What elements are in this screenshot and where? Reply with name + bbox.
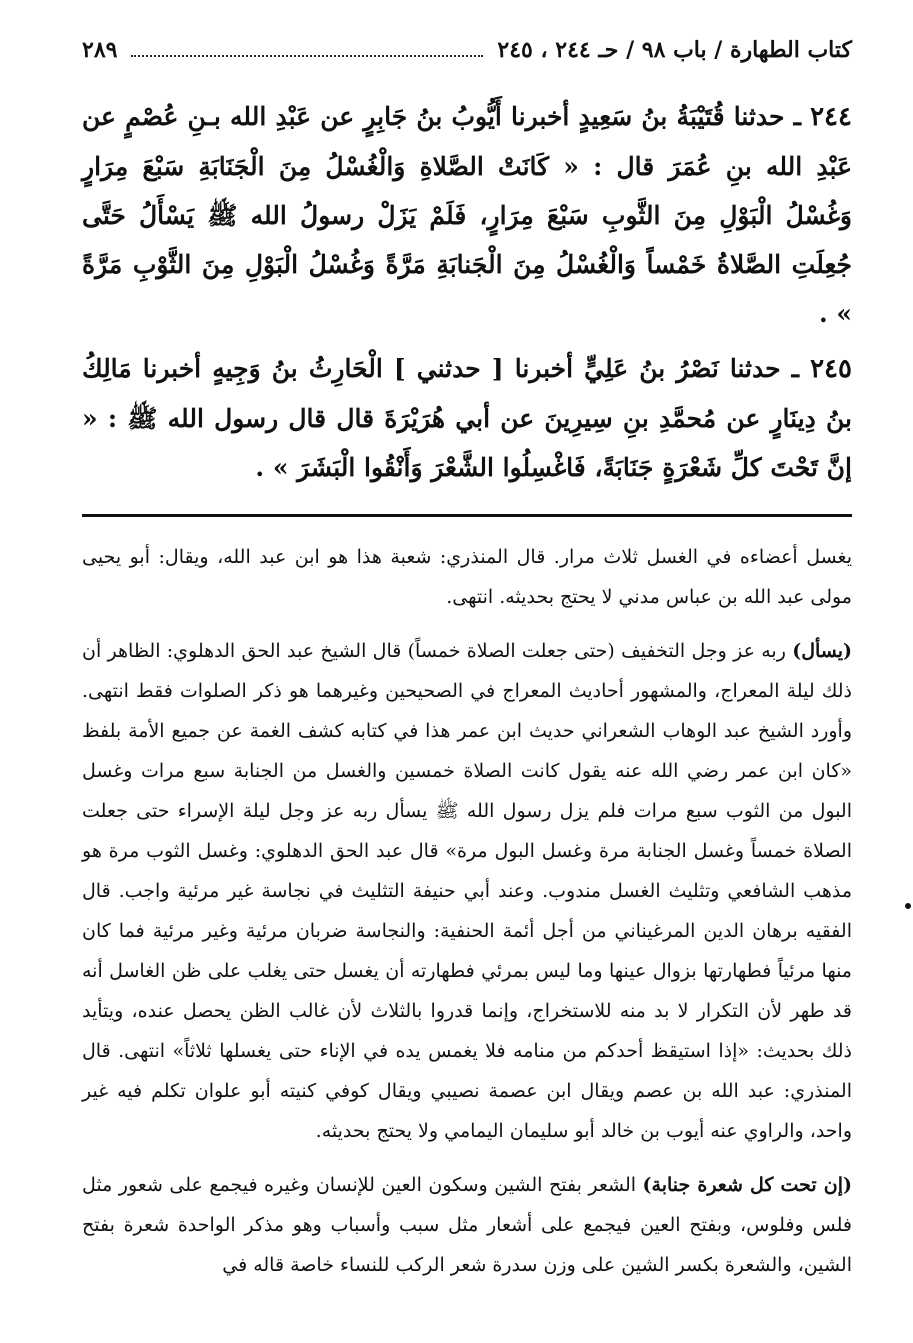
commentary-paragraph [82, 537, 852, 617]
hadith-number: ٢٤٥ [810, 354, 852, 384]
hadith-text: حدثنا قُتَيْبَةُ بنُ سَعِيدٍ أخبرنا أَيُّوبُ بنُ جَابِرٍ عن عَبْدِ الله بـنِ عُصْمٍ عن عَبْدِ الله بنِ عُمَرَ قال : « كَانَتْ الصَّلاةِ وَالْغُسْلُ مِنَ الْجَنَابَةِ سَبْعَ مِرَارٍ وَغُسْلُ الْبَوْلِ مِنَ الثَّوبِ سَبْعَ مِرَارٍ، فَلَمْ يَزَلْ رسولُ الله ﷺ يَسْأَلُ حَتَّى جُعِلَتِ الصَّلاةُ خَمْساً وَالْغُسْلُ مِنَ الْجَنابَةِ مَرَّةً وَغُسْلُ الْبَوْلِ مِنَ الثَّوْبِ مَرَّةً » . [82, 102, 852, 328]
footnote-separator [82, 514, 852, 517]
running-header [82, 30, 852, 70]
hadith-text-block [82, 92, 852, 492]
hadith-245: ٢٤٥ ـ حدثنا نَصْرُ بنُ عَلِيٍّ أخبرنا [ حدثني ] الْحَارِثُ بنُ وَجِيهٍ أخبرنا مَالِكُ بنُ دِينَارٍ عن مُحمَّدِ بنِ سِيرِينَ عن أبي هُرَيْرَةَ قال قال رسول الله ﷺ : « إنَّ تَحْتَ كلِّ شَعْرَةٍ جَنَابَةً، فَاغْسِلُوا الشَّعْرَ وَأَنْقُوا الْبَشَرَ » . [82, 354, 852, 482]
page-number: ٢٨٩ [82, 37, 118, 63]
commentary-paragraph [82, 631, 852, 1151]
commentary-lemma: (يسأل) [792, 640, 853, 662]
header-dot-leader [131, 55, 483, 57]
hadith-number: ٢٤٤ [810, 102, 852, 132]
commentary-paragraph [82, 1165, 852, 1285]
separator-line [82, 514, 852, 517]
hadith-244: ٢٤٤ ـ حدثنا قُتَيْبَةُ بنُ سَعِيدٍ أخبرنا أَيُّوبُ بنُ جَابِرٍ عن عَبْدِ الله بـنِ عُصْمٍ عن عَبْدِ الله بنِ عُمَرَ قال : « كَانَتْ الصَّلاةِ وَالْغُسْلُ مِنَ الْجَنَابَةِ سَبْعَ مِرَارٍ وَغُسْلُ الْبَوْلِ مِنَ الثَّوبِ سَبْعَ مِرَارٍ، فَلَمْ يَزَلْ رسولُ الله ﷺ يَسْأَلُ حَتَّى جُعِلَتِ الصَّلاةُ خَمْساً وَالْغُسْلُ مِنَ الْجَنابَةِ مَرَّةً وَغُسْلُ الْبَوْلِ مِنَ الثَّوْبِ مَرَّةً » . [82, 102, 852, 328]
commentary-text: يغسل أعضاءه في الغسل ثلاث مرار. قال المنذري: شعبة هذا هو ابن عبد الله، ويقال: أبو يحيى مولى عبد الله بن عباس مدني لا يحتج بحديثه. انتهى. [82, 546, 852, 608]
commentary-lemma: (إن تحت كل شعرة جنابة) [642, 1174, 852, 1196]
commentary-text: ربه عز وجل التخفيف (حتى جعلت الصلاة خمساً) قال الشيخ عبد الحق الدهلوي: الظاهر أن ذلك ليلة المعراج، والمشهور أحاديث المعراج في الصحيحين وغيرهما هو ذكر الصلوات فقط انتهى. وأورد الشيخ عبد الوهاب الشعراني حديث ابن عمر هذا في كتابه كشف الغمة عن جميع الأمة بلفظ «كان ابن عمر رضي الله عنه يقول كانت الصلاة خمسين والغسل من الجنابة سبع مرات وغسل البول من الثوب سبع مرات فلم يزل رسول الله ﷺ يسأل ربه عز وجل ليلة الإسراء حتى جعلت الصلاة خمساً وغسل الجنابة مرة وغسل البول مرة» قال عبد الحق الدهلوي: وغسل الثوب مرة هو مذهب الشافعي وتثليث الغسل مندوب. وعند أبي حنيفة التثليث في نجاسة غير مرئية واجب. قال الفقيه برهان الدين المرغيناني من أجل أئمة الحنفية: والنجاسة ضربان مرئية وغير مرئية فما كان منها مرئياً فطهارتها بزوال عينها وما ليس بمرئي فطهارته أن يغسل حتى يغلب على ظن الغاسل أنه قد طهر لأن التكرار لا بد منه للاستخراج، وإنما قدروا بالثلاث لأن غالب الظن يحصل عنده، ويتأيد ذلك بحديث: «إذا استيقظ أحدكم من منامه فلا يغمس يده في الإناء حتى يغسلها ثلاثاً» انتهى. قال المنذري: عبد الله بن عصم ويقال ابن عصمة نصيبي ويقال كوفي كنيته أبو علوان تكلم فيه غير واحد، والراوي عنه أيوب بن خالد أبو سليمان اليمامي ولا يحتج بحديثه. [82, 640, 852, 1142]
hadith-text: حدثنا نَصْرُ بنُ عَلِيٍّ أخبرنا [ حدثني ] الْحَارِثُ بنُ وَجِيهٍ أخبرنا مَالِكُ بنُ دِينَارٍ عن مُحمَّدِ بنِ سِيرِينَ عن أبي هُرَيْرَةَ قال قال رسول الله ﷺ : « إنَّ تَحْتَ كلِّ شَعْرَةٍ جَنَابَةً، فَاغْسِلُوا الشَّعْرَ وَأَنْقُوا الْبَشَرَ » . [82, 354, 852, 482]
commentary-block [82, 537, 852, 1285]
commentary-text: الشعر بفتح الشين وسكون العين للإنسان وغيره فيجمع على شعور مثل فلس وفلوس، وبفتح العين فيجمع على أشعار مثل سبب وأسباب وهو مذكر الواحدة شعرة بفتح الشين، والشعرة بكسر الشين على وزن سدرة شعر الركب للنساء خاصة قاله في [82, 1174, 852, 1276]
margin-dot [905, 903, 911, 909]
document-page [82, 30, 852, 1330]
header-title: كتاب الطهارة / باب ٩٨ / حـ ٢٤٤ ، ٢٤٥ [497, 37, 852, 63]
